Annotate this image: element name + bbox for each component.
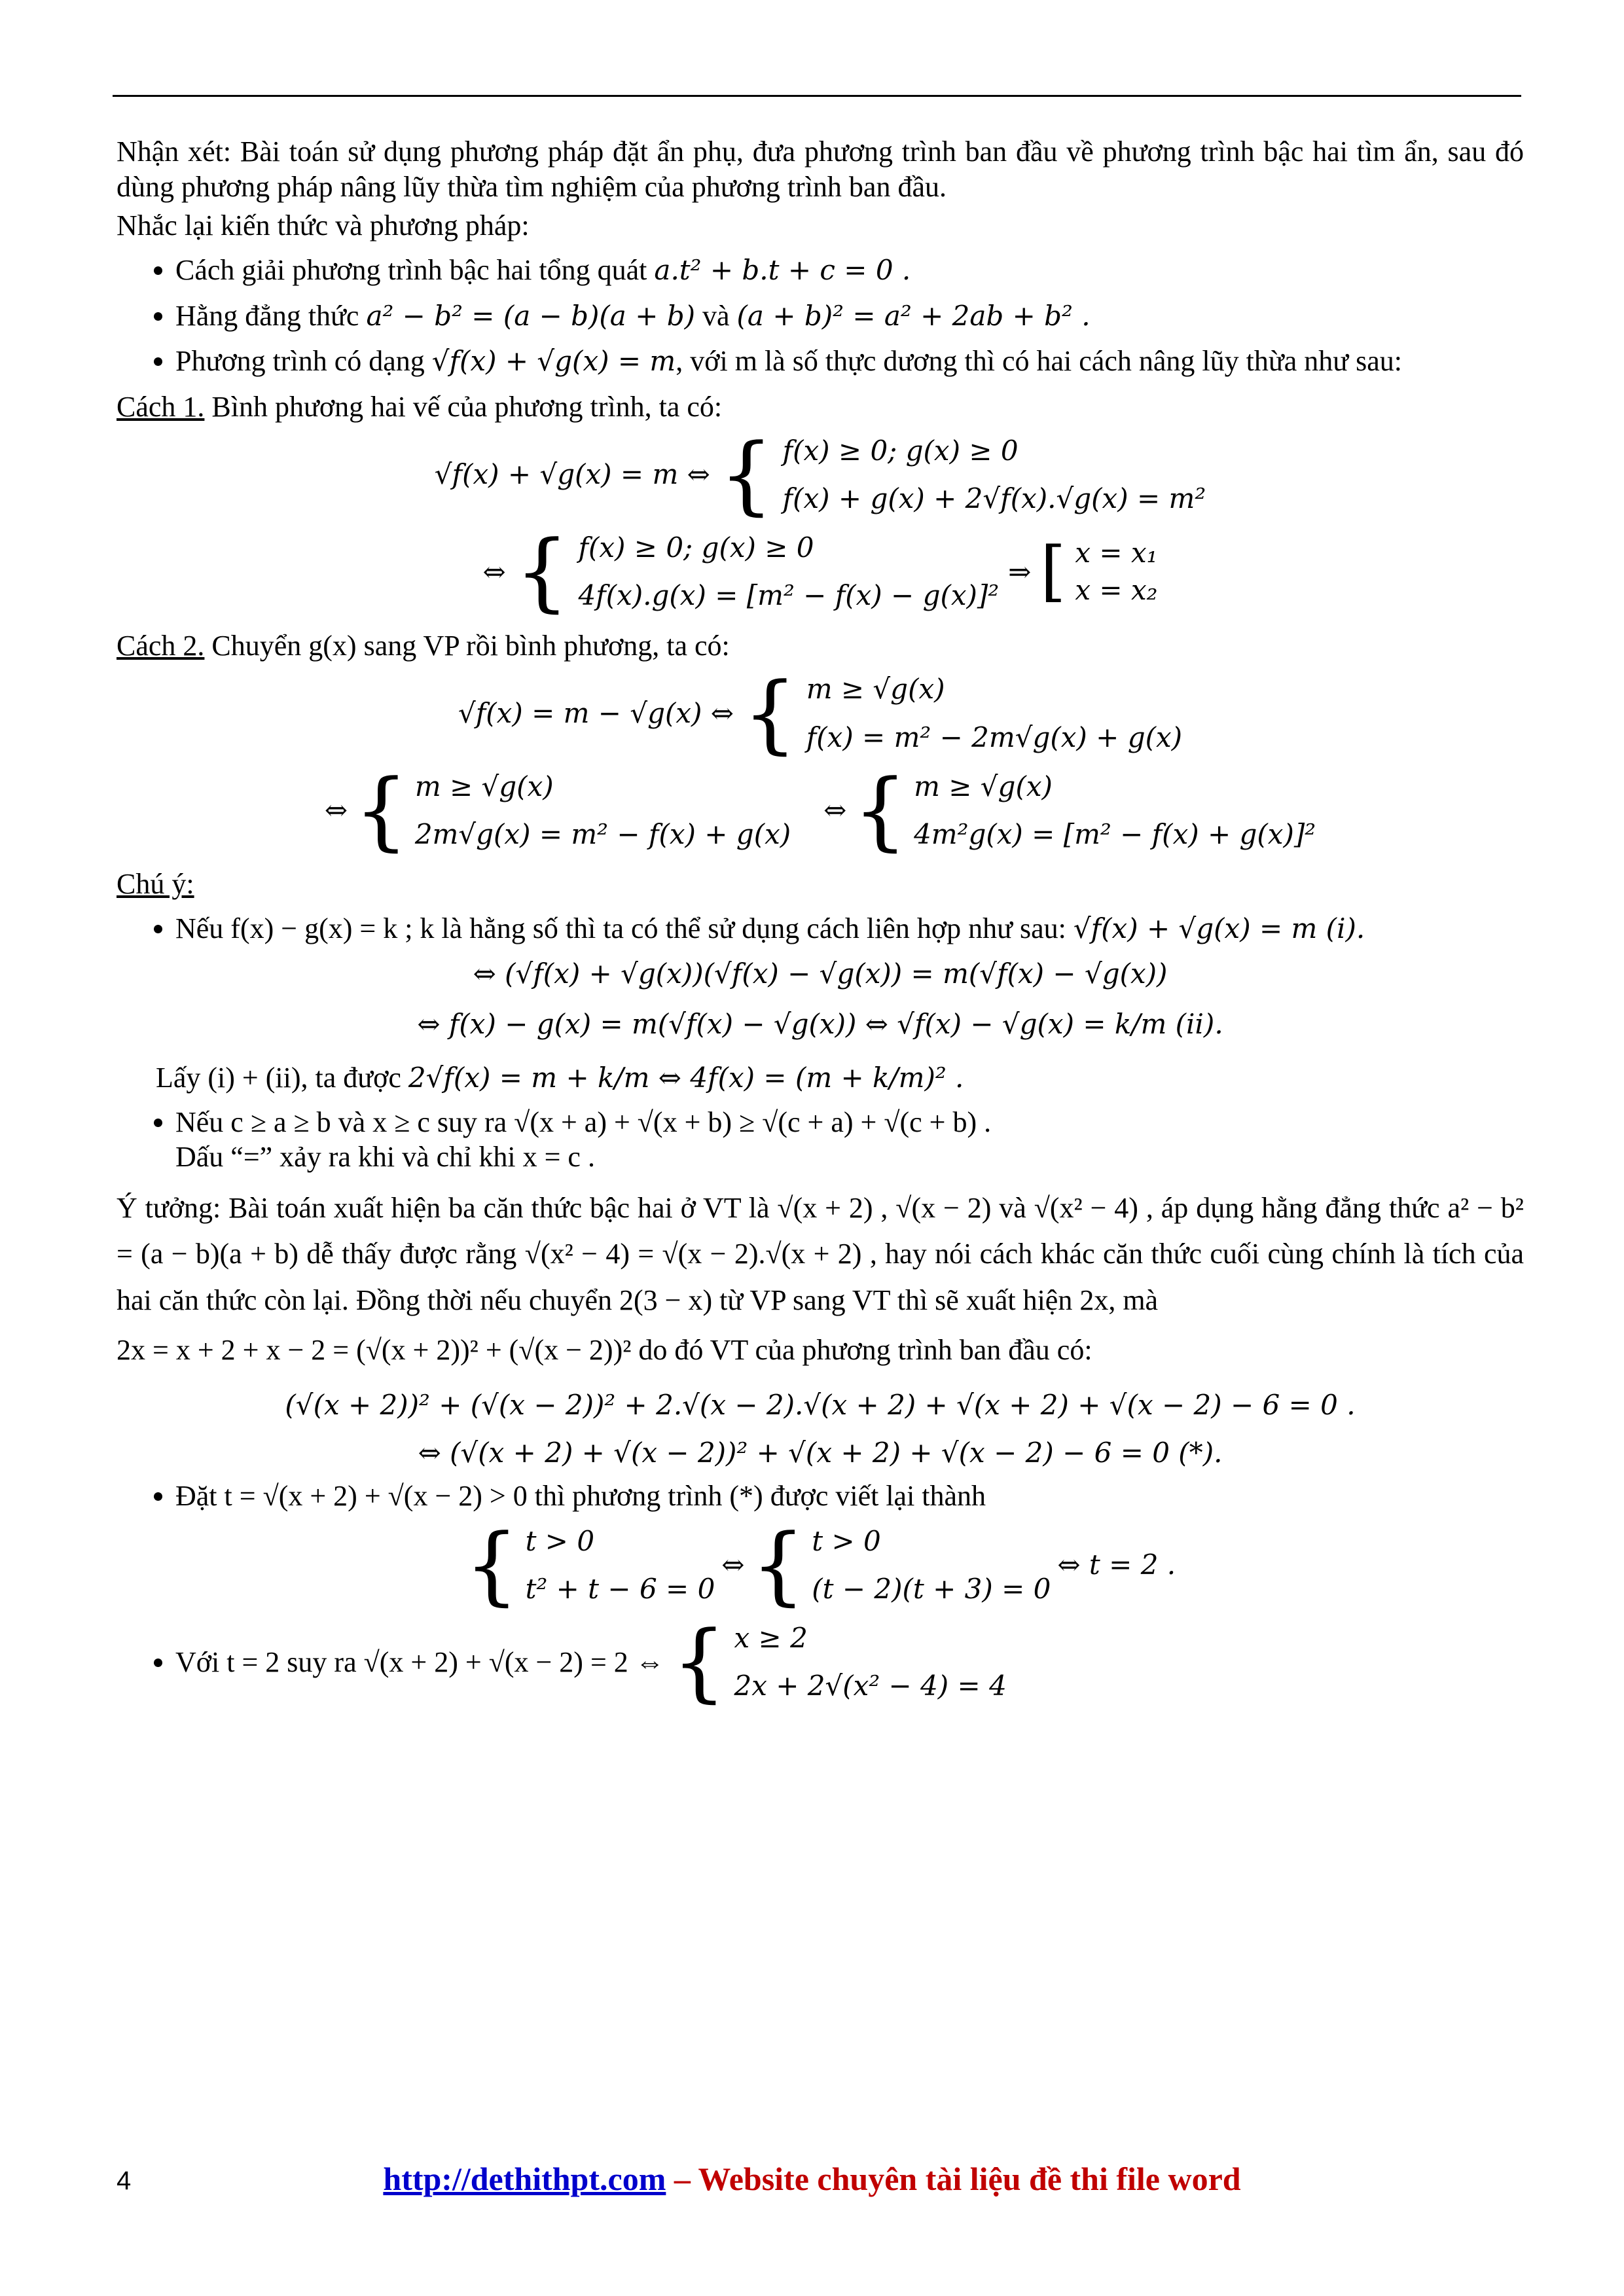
cach1-equation-2: ⇔ { f(x) ≥ 0; g(x) ≥ 0 4f(x).g(x) = [m² − f(x) − g(x)]² ⇒ [ x = x₁ x = x₂ <box>482 522 1158 622</box>
y-tuong-equation-1: (√(x + 2))² + (√(x − 2))² + 2.√(x − 2).√(x + 2) + √(x + 2) + √(x − 2) − 6 = 0 . <box>285 1388 1356 1421</box>
website-link[interactable]: http://dethithpt.com <box>383 2161 666 2197</box>
cach2-equation-1: √f(x) = m − √g(x) ⇔ { m ≥ √g(x) f(x) = m² − 2m√g(x) + g(x) <box>458 663 1183 763</box>
list-item: • Phương trình có dạng √f(x) + √g(x) = m, với m là số thực dương thì có hai cách nâng lũy thừa như sau: <box>175 344 1524 379</box>
bracket-icon: [ <box>1040 533 1066 610</box>
list-item: • Đặt t = √(x + 2) + √(x − 2) > 0 thì phương trình (*) được viết lại thành <box>175 1479 1524 1514</box>
cach2-equation-2: ⇔ { m ≥ √g(x) 2m√g(x) = m² − f(x) + g(x) ⇔ { m ≥ √g(x) 4m²g(x) = [m² − f(x) + g(x)]² <box>324 761 1316 861</box>
list-item: • Nếu f(x) − g(x) = k ; k là hằng số thì ta có thể sử dụng cách liên hợp như sau: √f(x) + √g(x) = m (i). <box>175 911 1524 946</box>
chu-y-list-2 <box>117 1105 1524 1175</box>
brace-icon: { <box>742 663 797 763</box>
liên-hop-line-3: ⇔ f(x) − g(x) = m(√f(x) − √g(x)) ⇔ √f(x) − √g(x) = k/m (ii). <box>417 1007 1223 1040</box>
list-item: • Nếu c ≥ a ≥ b và x ≥ c suy ra √(x + a) + √(x + b) ≥ √(c + a) + √(c + b) . Dấu “=” xảy ra khi và chỉ khi x = c . <box>175 1105 1524 1175</box>
y-tuong-paragraph: Ý tưởng: Bài toán xuất hiện ba căn thức bậc hai ở VT là √(x + 2) , √(x − 2) và √(x² − 4) , áp dụng hằng đẳng thức a² − b² = (a − b)(a + b) dễ thấy được rằng √(x² − 4) = √(x − 2).√(x + 2) , hay nói cách khác căn thức cuối cùng chính là tích của hai căn thức còn lại. Đồng thời nếu chuyển 2(3 − x) từ VP sang VT thì sẽ xuất hiện 2x, mà <box>117 1192 1524 1316</box>
page-number: 4 <box>117 2166 132 2195</box>
footer-banner <box>0 2160 1624 2198</box>
y-tuong-equation-2: ⇔ (√(x + 2) + √(x − 2))² + √(x + 2) + √(x − 2) − 6 = 0 (*). <box>418 1436 1223 1469</box>
list-item: • Với t = 2 suy ra √(x + 2) + √(x − 2) = 2 ⇔ { x ≥ 2 2x + 2√(x² − 4) = 4 <box>175 1621 1524 1702</box>
brace-icon: { <box>354 761 408 861</box>
solution-list <box>117 1479 1524 1514</box>
cach2-heading: Cách 2. Chuyển g(x) sang VP rồi bình phương, ta có: <box>117 629 730 662</box>
y-tuong-continuation: 2x = x + 2 + x − 2 = (√(x + 2))² + (√(x − 2))² do đó VT của phương trình ban đầu có: <box>117 1334 1092 1367</box>
document-body <box>117 134 1524 1713</box>
brace-icon: { <box>464 1515 519 1615</box>
knowledge-list <box>117 253 1524 379</box>
solution-list-2 <box>117 1612 1524 1712</box>
brace-icon: { <box>514 522 569 622</box>
footer-tagline: – Website chuyên tài liệu đề thi file word <box>666 2161 1241 2197</box>
cach1-heading: Cách 1. Bình phương hai vế của phương trình, ta có: <box>117 391 723 423</box>
list-item: • Hằng đẳng thức a² − b² = (a − b)(a + b) và (a + b)² = a² + 2ab + b² . <box>175 298 1524 334</box>
chu-y-list <box>117 911 1524 946</box>
chu-y-heading: Chú ý: <box>117 868 194 901</box>
brace-icon: { <box>751 1515 806 1615</box>
t-system: { t > 0 t² + t − 6 = 0 ⇔ { t > 0 (t − 2)(t + 3) = 0 ⇔ t = 2 . <box>464 1515 1176 1615</box>
lay-line: Lấy (i) + (ii), ta được 2√f(x) = m + k/m ⇔ 4f(x) = (m + k/m)² . <box>156 1062 964 1094</box>
nhan-xet-paragraph: Nhận xét: Bài toán sử dụng phương pháp đặt ẩn phụ, đưa phương trình ban đầu về phương trình bậc hai tìm ẩn, sau đó dùng phương pháp nâng lũy thừa tìm nghiệm của phương trình ban đầu. <box>117 135 1524 203</box>
liên-hop-line-2: ⇔ (√f(x) + √g(x))(√f(x) − √g(x)) = m(√f(x) − √g(x)) <box>473 957 1168 990</box>
brace-icon: { <box>719 424 774 524</box>
cach1-equation-1: √f(x) + √g(x) = m ⇔ { f(x) ≥ 0; g(x) ≥ 0 f(x) + g(x) + 2√f(x).√g(x) = m² <box>434 424 1206 524</box>
brace-icon: { <box>672 1612 727 1712</box>
nhac-lai-heading: Nhắc lại kiến thức và phương pháp: <box>117 209 530 242</box>
list-item: • Cách giải phương trình bậc hai tổng quát a.t² + b.t + c = 0 . <box>175 253 1524 288</box>
brace-icon: { <box>853 761 908 861</box>
header-rule <box>113 95 1521 97</box>
